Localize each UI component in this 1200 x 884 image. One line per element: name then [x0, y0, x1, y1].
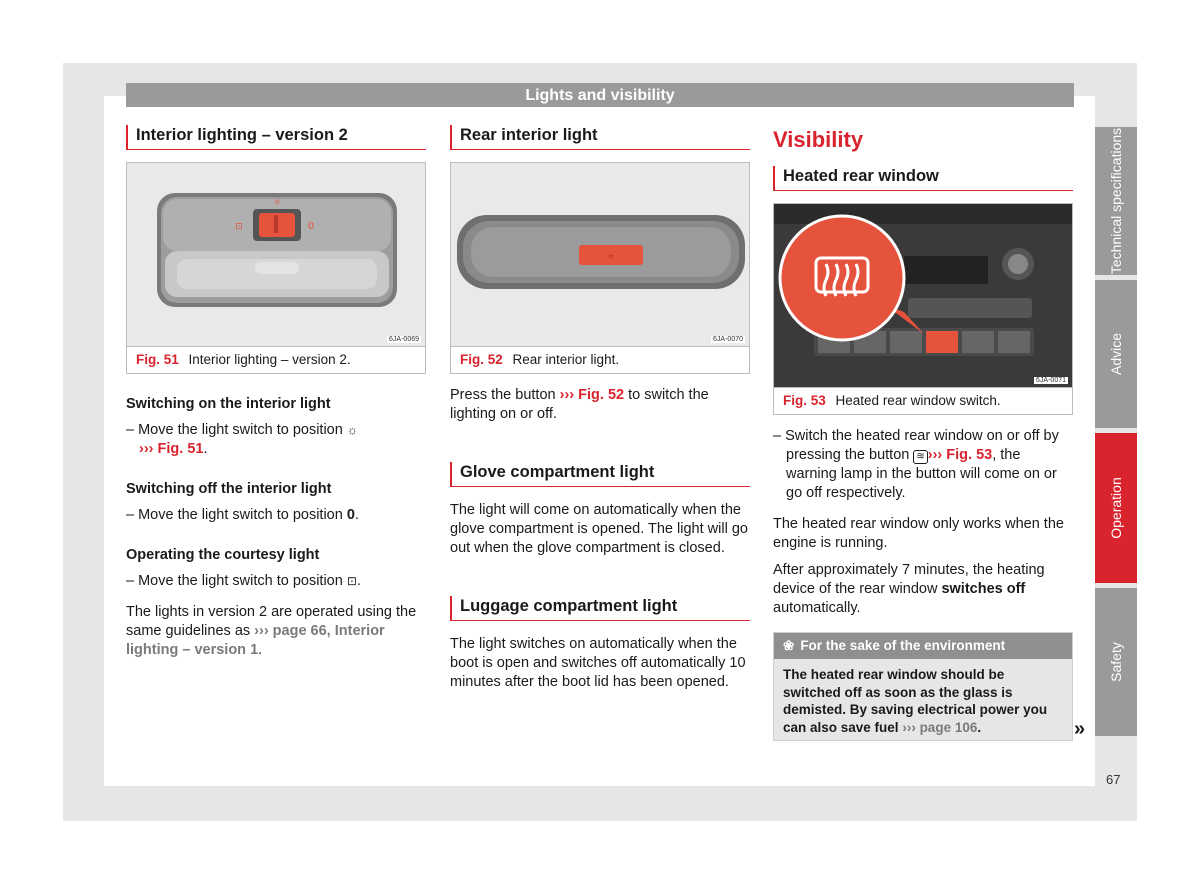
column-rear-light — [450, 125, 750, 692]
rear-light-instruction — [450, 386, 750, 424]
bold-text: switches off — [941, 581, 1026, 597]
tab-label: Advice — [1108, 332, 1124, 376]
flower-icon: ❀ — [783, 638, 795, 653]
step-text: – Switch the heated rear window on or off by pressing the button — [773, 428, 1059, 463]
courtesy-light-icon: ⊡ — [346, 574, 357, 588]
section-glove: Glove compartment light — [450, 462, 750, 487]
punct: . — [258, 642, 263, 658]
figure-code: 6JA-0070 — [713, 336, 743, 343]
environment-text — [774, 659, 1072, 740]
figure-51 — [126, 162, 426, 374]
interior-light-drawing — [127, 163, 425, 346]
figure-label: Fig. 52 — [460, 352, 503, 367]
visibility-title: Visibility — [773, 127, 864, 152]
text: After approximately 7 minutes, the heating device of the rear window — [773, 562, 1045, 597]
svg-text:⊡: ⊡ — [235, 222, 243, 232]
figure-caption-text: Interior lighting – version 2. — [188, 352, 351, 367]
section-title: Interior lighting – version 2 — [126, 125, 426, 150]
rear-light-drawing — [451, 163, 749, 346]
figure-52 — [450, 162, 750, 374]
tab-operation[interactable] — [1095, 433, 1137, 583]
fig-52-link[interactable]: ››› Fig. 52 — [559, 387, 625, 403]
environment-box — [773, 632, 1073, 741]
heading-switch-on: Switching on the interior light — [126, 396, 331, 412]
tab-label: Safety — [1108, 642, 1124, 682]
heading-switch-off: Switching off the interior light — [126, 481, 332, 497]
page-66-link[interactable]: ››› page 66, Interior lighting – version 1 — [126, 623, 385, 658]
svg-text:0: 0 — [307, 221, 315, 232]
fig-51-link[interactable]: ››› Fig. 51 — [139, 441, 204, 457]
tab-safety[interactable] — [1095, 588, 1137, 736]
figure-caption — [127, 347, 425, 373]
page-number: 67 — [1106, 772, 1121, 787]
section-luggage: Luggage compartment light — [450, 596, 750, 621]
figure-caption-text: Rear interior light. — [512, 352, 620, 367]
figure-caption — [774, 388, 1072, 414]
punct: . — [977, 719, 982, 735]
text: automatically. — [773, 600, 861, 616]
tab-label: Operation — [1108, 477, 1124, 539]
text: to switch the lighting on or off. — [450, 387, 709, 422]
column-visibility — [773, 126, 1073, 741]
step-text: – Move the light switch to position — [126, 507, 343, 523]
figure-53 — [773, 203, 1073, 415]
step-switch-off — [126, 506, 426, 525]
column-interior-lighting — [126, 125, 426, 660]
version-note — [126, 603, 426, 660]
heading-courtesy: Operating the courtesy light — [126, 547, 320, 563]
luggage-text: The light switches on automatically when the boot is open and switches off automatically 10 minutes after the boot lid has been opened. — [450, 636, 746, 690]
figure-label: Fig. 53 — [783, 393, 826, 408]
tab-technical-specifications[interactable] — [1095, 127, 1137, 275]
note-text: The lights in version 2 are operated using the same guidelines as — [126, 604, 417, 639]
env-text: The heated rear window should be switched off as soon as the glass is demisted. By saving electrical power you can also save fuel — [783, 667, 1048, 735]
punct: . — [203, 441, 208, 457]
environment-heading: For the sake of the environment — [800, 638, 1006, 653]
rear-window-switch-drawing — [774, 204, 1072, 387]
tab-label: Technical specifications — [1108, 127, 1124, 275]
section-title: Rear interior light — [450, 125, 750, 150]
step-heated-window — [773, 427, 1073, 503]
figure-code: 6JA-0069 — [389, 336, 419, 343]
heated-window-icon: ≋ — [913, 450, 927, 464]
tab-advice[interactable] — [1095, 280, 1137, 428]
figure-code: 6JA-0071 — [1036, 377, 1066, 384]
text: Press the button — [450, 387, 556, 403]
step-text: – Move the light switch to position — [126, 422, 343, 438]
step-switch-on — [126, 421, 426, 459]
svg-text:☼: ☼ — [272, 198, 282, 208]
interior-light-illustration — [127, 163, 425, 347]
figure-caption — [451, 347, 749, 373]
step-courtesy — [126, 572, 426, 591]
chapter-header: Lights and visibility — [126, 83, 1074, 107]
position-value: 0 — [346, 507, 355, 523]
figure-label: Fig. 51 — [136, 352, 179, 367]
environment-header — [774, 633, 1072, 659]
interior-light-on-icon: ☼ — [346, 423, 358, 437]
auto-off-note — [773, 561, 1073, 618]
continue-mark: » — [1074, 718, 1086, 740]
punct: . — [354, 507, 359, 523]
figure-caption-text: Heated rear window switch. — [835, 393, 1001, 408]
punct: . — [356, 573, 361, 589]
step-text: – Move the light switch to position — [126, 573, 343, 589]
svg-text:≈: ≈ — [607, 252, 615, 262]
fig-53-link[interactable]: ››› Fig. 53 — [927, 447, 993, 463]
glove-text: The light will come on automatically when the glove compartment is opened. The light will go out when the glove compartment is closed. — [450, 502, 748, 556]
engine-note: The heated rear window only works when the engine is running. — [773, 516, 1064, 551]
rear-window-switch-illustration — [774, 204, 1072, 388]
section-title: Heated rear window — [773, 166, 1073, 191]
page-106-link[interactable]: ››› page 106 — [902, 719, 978, 735]
step-text: , the warning lamp in the button will come on or go off respectively. — [786, 447, 1057, 501]
rear-light-illustration — [451, 163, 749, 347]
